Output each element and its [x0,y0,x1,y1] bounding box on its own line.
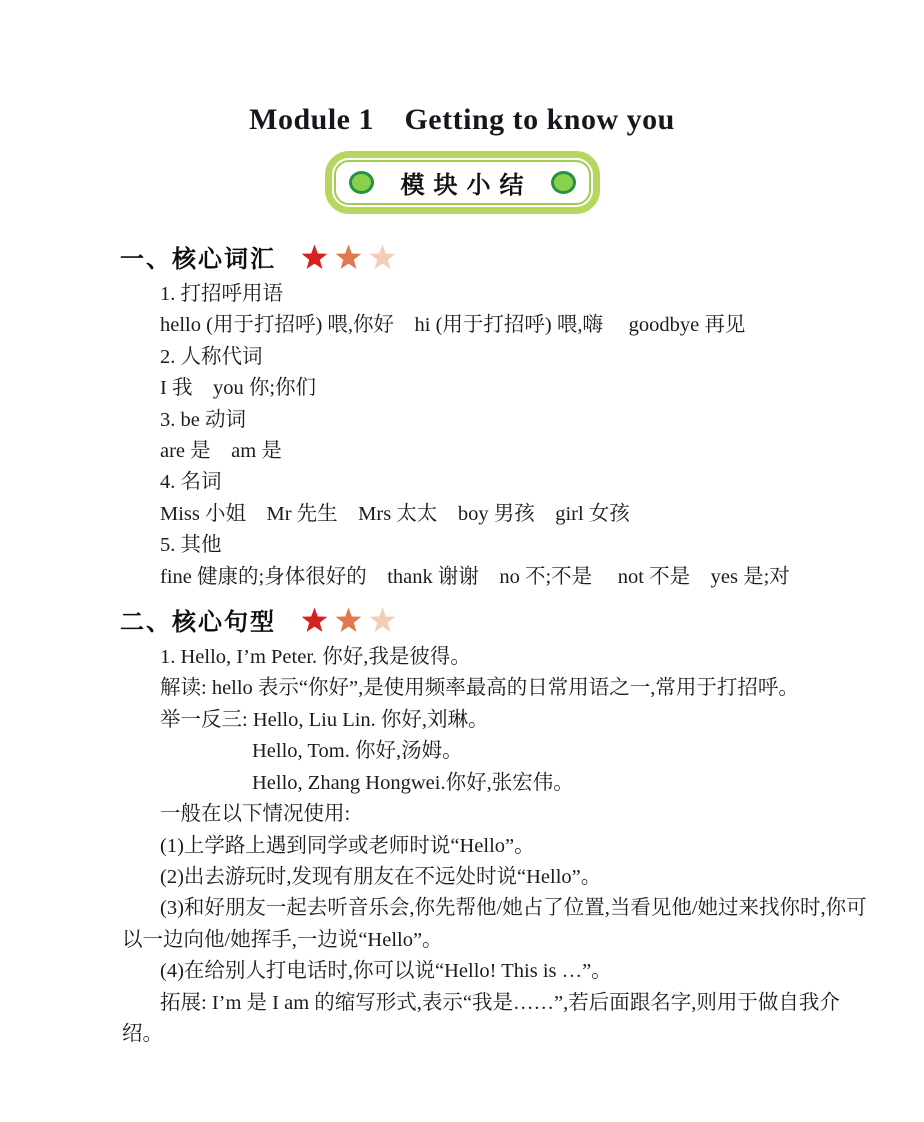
text-line: 绍。 [122,1022,163,1045]
text-line: are 是 am 是 [160,440,282,463]
badge-label: 模块小结 [400,171,533,199]
page-title: Module 1 Getting to know you [249,103,675,136]
green-dot-icon [349,171,374,194]
difficulty-stars [300,243,397,271]
badge-row [0,151,924,214]
star-icon [368,606,397,634]
text-line: Hello, Zhang Hongwei.你好,张宏伟。 [252,771,574,794]
star-icon [334,243,363,271]
text-line: 1. Hello, I’m Peter. 你好,我是彼得。 [160,646,471,669]
text-line: 2. 人称代词 [160,345,263,368]
text-line: 以一边向他/她挥手,一边说“Hello”。 [122,928,443,951]
text-line: (1)上学路上遇到同学或老师时说“Hello”。 [160,834,535,857]
text-line: 4. 名词 [160,471,222,494]
text-line: 一般在以下情况使用: [160,803,351,826]
text-line: 1. 打招呼用语 [160,283,283,305]
star-icon [334,606,363,634]
text-line: I 我 you 你;你们 [160,377,317,400]
text-line: (4)在给别人打电话时,你可以说“Hello! This is …”。 [160,960,612,983]
section-heading-label: 二、核心句型 [120,610,276,637]
text-line: 3. be 动词 [160,408,246,431]
text-line: 举一反三: Hello, Liu Lin. 你好,刘琳。 [160,708,489,731]
module-summary-badge-inner [334,160,591,205]
text-line: fine 健康的;身体很好的 thank 谢谢 no 不;不是 not 不是 yes 是;对 [160,565,790,588]
section-heading-core-sentences [120,602,924,637]
star-icon [368,243,397,271]
difficulty-stars [300,606,397,634]
text-line: 拓展: I’m 是 I am 的缩写形式,表示“我是……”,若后面跟名字,则用于做自我介 [160,991,840,1014]
text-line: (3)和好朋友一起去听音乐会,你先帮他/她占了位置,当看见他/她过来找你时,你可 [160,897,867,920]
text-line: (2)出去游玩时,发现有朋友在不远处时说“Hello”。 [160,865,602,888]
green-dot-icon [551,171,576,194]
text-line: Miss 小姐 Mr 先生 Mrs 太太 boy 男孩 girl 女孩 [160,502,630,525]
text-line: Hello, Tom. 你好,汤姆。 [252,740,463,763]
text-line: hello (用于打招呼) 喂,你好 hi (用于打招呼) 喂,嗨 goodbye 再见 [160,314,746,337]
module-summary-badge [325,151,600,214]
text-line: 5. 其他 [160,534,222,557]
section-heading-core-vocabulary [120,239,924,274]
text-line: 解读: hello 表示“你好”,是使用频率最高的日常用语之一,常用于打招呼。 [160,677,799,700]
star-icon [300,243,329,271]
section-heading-label: 一、核心词汇 [120,247,276,273]
star-icon [300,606,329,634]
